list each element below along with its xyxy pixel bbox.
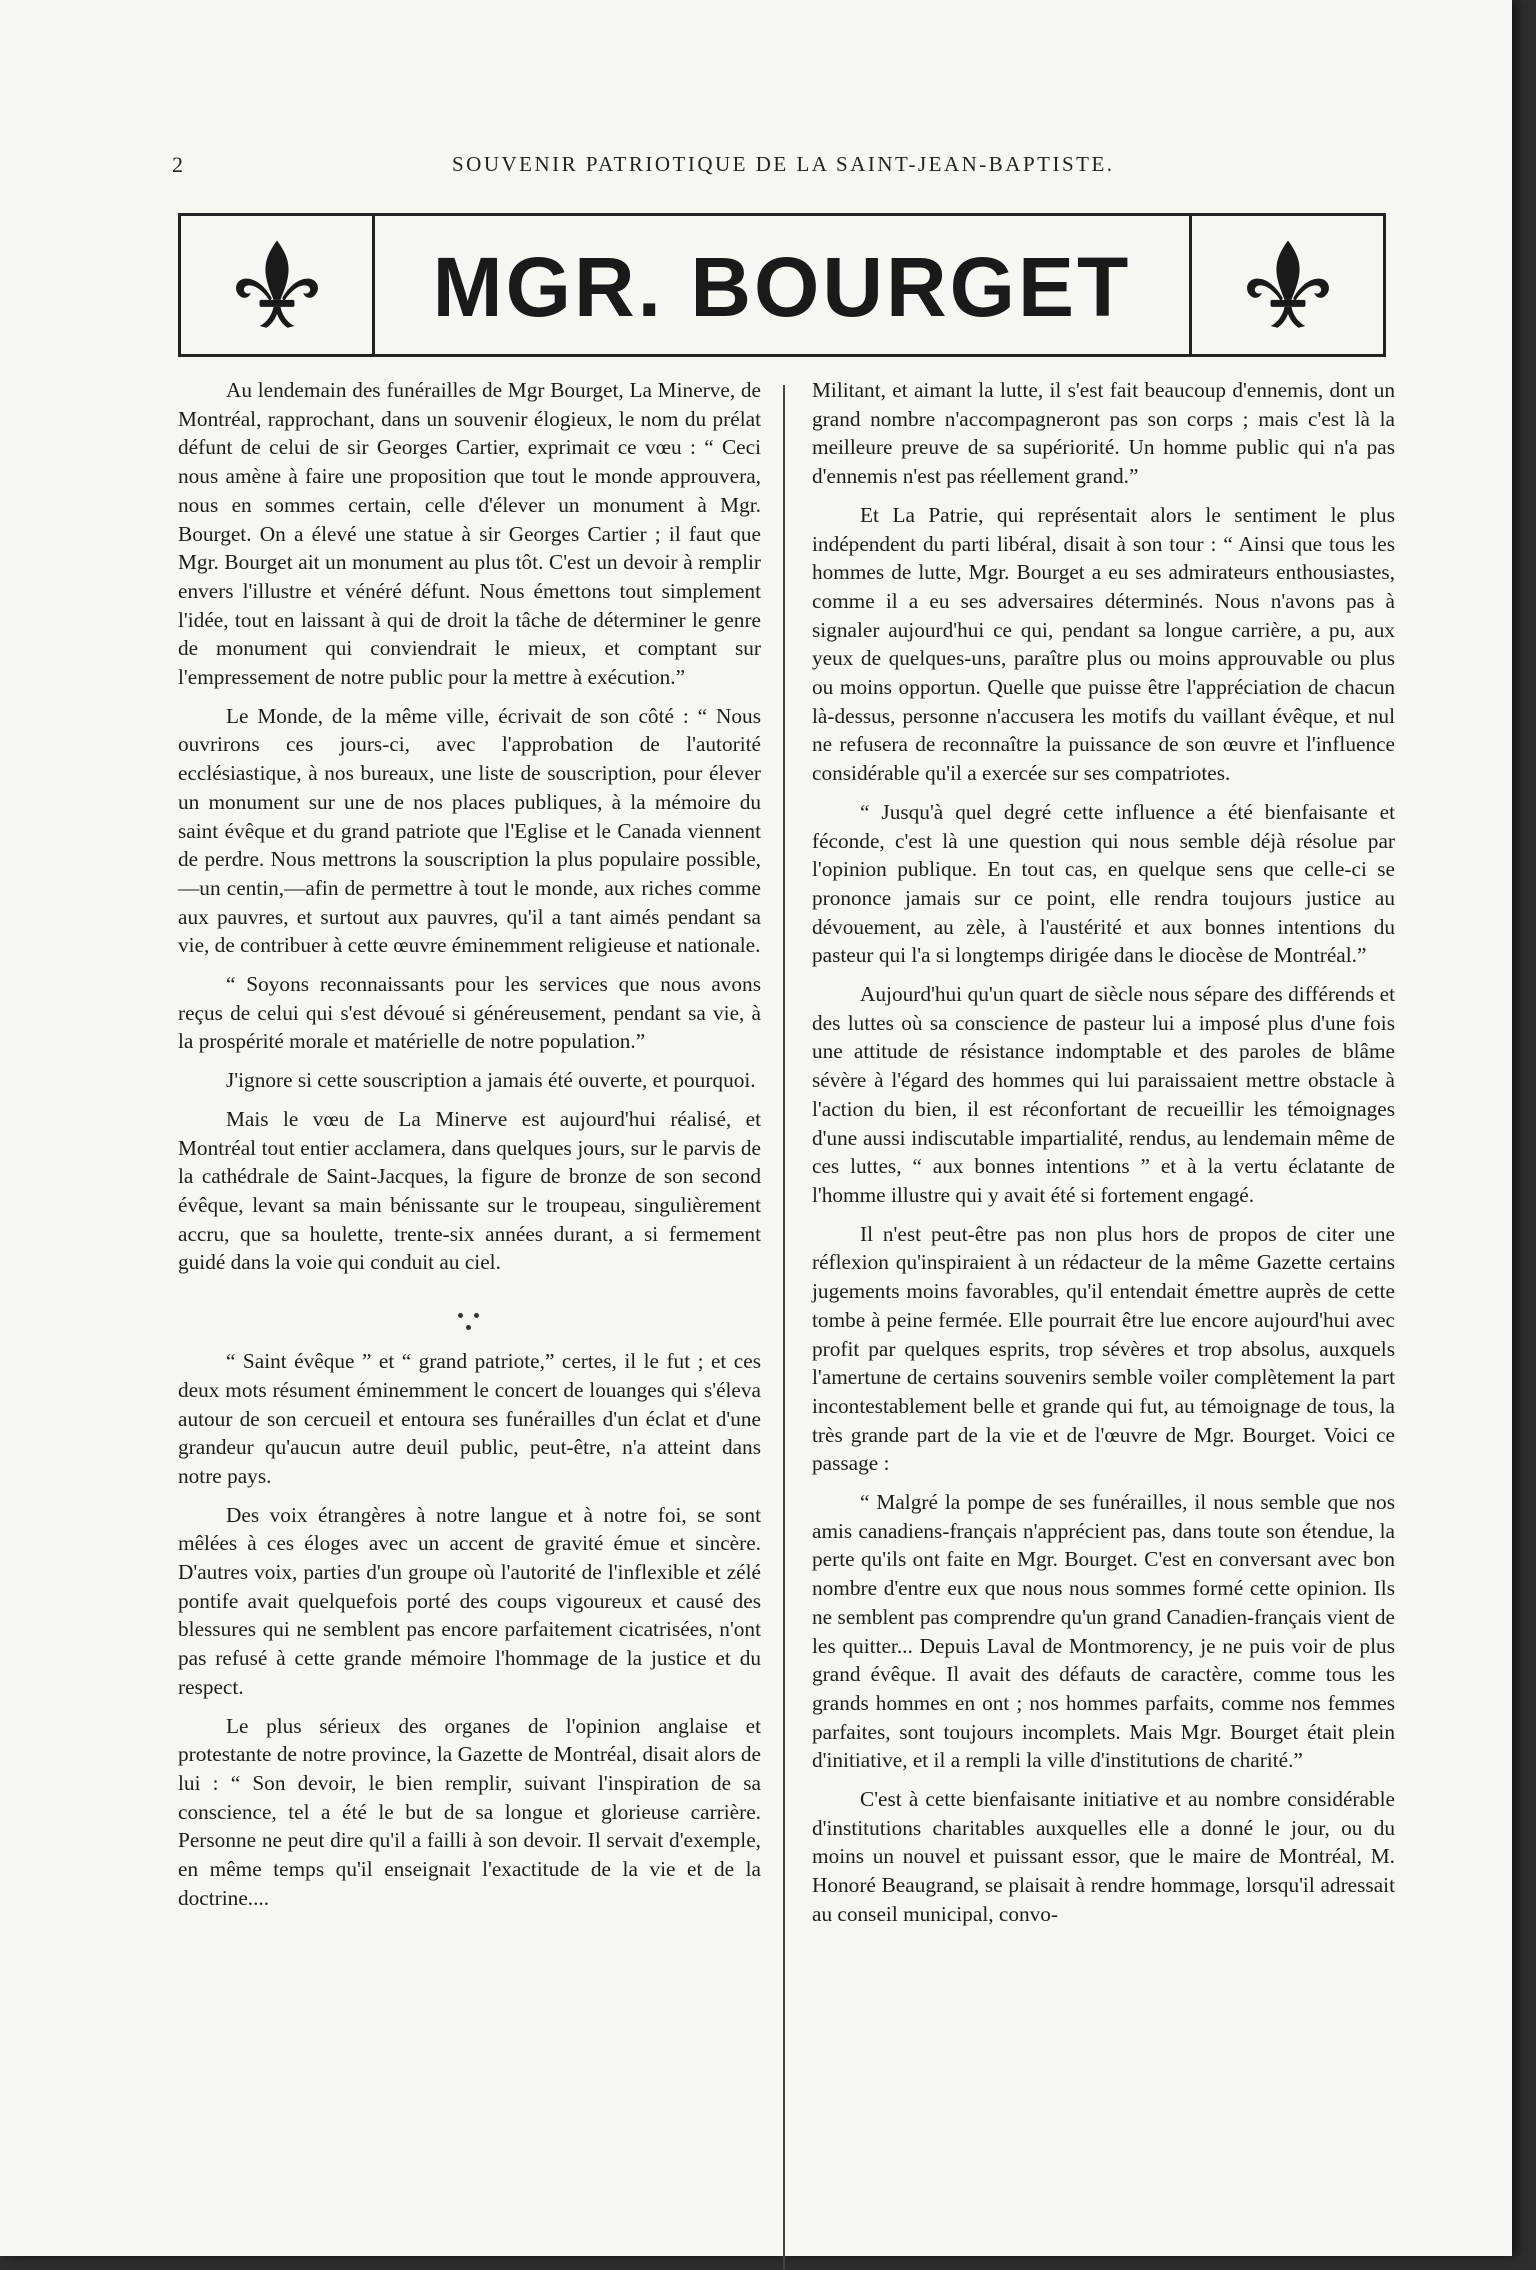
paragraph: Le Monde, de la même ville, écrivait de son côté : “ Nous ouvrirons ces jours-ci, avec l'approbation de l'autorité ecclésiastique, à nos bureaux, une liste de souscription, pour élever un monument sur une de nos places publiques, à la mémoire du saint évêque et du grand patriote que l'Eglise et le Canada viennent de perdre. Nous mettrons la souscription la plus populaire possible, —un centin,—afin de permettre à tout le monde, aux riches comme aux pauvres, et surtout aux pauvres, qu'il a tant aimés pendant sa vie, de contribuer à cette œuvre éminemment religieuse et nationale. — [178, 703, 761, 958]
paragraph: J'ignore si cette souscription a jamais été ouverte, et pourquoi. — [226, 1068, 756, 1093]
page-number: 2 — [172, 152, 183, 177]
paragraph: “ Malgré la pompe de ses funérailles, il nous semble que nos amis canadiens-français n'apprécient pas, dans toute son étendue, la perte qu'ils ont faite en Mgr. Bourget. C'est en conversant avec bon nombre d'entre eux que nous nous sommes formé cette opinion. Ils ne semblent pas comprendre qu'un grand Canadien-français vient de les quitter... Depuis Laval de Montmorency, je ne puis voir de plus grand évêque. Il avait des défauts de caractère, comme tous les grands hommes en ont ; nos hommes parfaits, comme nos femmes parfaites, sont toujours incomplets. Mais Mgr. Bourget était plein d'initiative, et il a rempli la ville d'institutions de charité.” — [812, 1490, 1395, 1773]
headline-box — [178, 213, 1386, 357]
right-ornament-cell — [1189, 216, 1383, 354]
paragraph: “ Jusqu'à quel degré cette influence a été bienfaisante et féconde, c'est là une question qui nous semble déjà résolue par l'opinion publique. En tout cas, en quelque sens que celle-ci se prononce jamais sur ce point, elle rendra toujours justice au dévouement, au zèle, à l'austérité et aux bonnes intentions du pasteur qui l'a si longtemps dirigée dans le diocèse de Montréal.” — [812, 799, 1395, 968]
paragraph: Le plus sérieux des organes de l'opinion anglaise et protestante de notre province, la Gazette de Montréal, disait alors de lui : “ Son devoir, le bien remplir, suivant l'inspiration de sa conscience, tel a été le but de sa longue et glorieuse carrière. Personne ne peut dire qu'il a failli à son devoir. Il servait d'exemple, en même temps qu'il enseignait l'exactitude de la vie et de la doctrine.... — [178, 1713, 761, 1910]
fleur-de-lis-icon — [232, 237, 322, 333]
paragraph: Des voix étrangères à notre langue et à notre foi, se sont mêlées à ces éloges avec un accent de gravité émue et sincère. D'autres voix, parties d'un groupe où l'autorité de l'inflexible et zélé pontife avait quelquefois porté des coups vigoureux et causé des blessures qui ne semblent pas encore parfaitement cicatrisées, n'ont pas refusé à cette grande mémoire l'hommage de la justice et du respect. — [178, 1502, 761, 1699]
asterism-separator — [178, 1287, 761, 1347]
right-column — [812, 376, 1395, 1939]
paragraph: Il n'est peut-être pas non plus hors de propos de citer une réflexion qu'inspiraient à un rédacteur de la même Gazette certains jugements moins favorables, qu'il entendait émettre auprès de cette tombe à peine fermée. Elle pourrait être lue encore aujourd'hui avec profit par quelques esprits, trop sévères et trop absolus, auxquels l'amertune de certains souvenirs semble voiler complètement la part incontestablement belle et grande qui fut, au témoignage de tous, la très grande part de la vie et de l'œuvre de Mgr. Bourget. Voici ce passage : — [812, 1221, 1395, 1476]
paragraph: Au lendemain des funérailles de Mgr Bourget, La Minerve, de Montréal, rapprochant, dans un souvenir élogieux, le nom du prélat défunt de celui de sir Georges Cartier, exprimait ce vœu : “ Ceci nous amène à faire une proposition que tout le monde approuvera, nous en sommes certain, celle d'élever un monument à Mgr. Bourget. On a élevé une statue à sir Georges Cartier ; il faut que Mgr. Bourget ait un monument au plus tôt. C'est un devoir à remplir envers l'illustre et vénéré défunt. Nous émettons tout simplement l'idée, tout en laissant à qui de droit la tâche de déterminer le genre de monument qui conviendrait le mieux, et comptant sur l'empressement de notre public pour la mettre à exécution.” — [178, 378, 761, 690]
running-head — [0, 148, 1512, 188]
paragraph: Mais le vœu de La Minerve est aujourd'hui réalisé, et Montréal tout entier acclamera, dans quelques jours, sur le parvis de la cathédrale de Saint-Jacques, la figure de bronze de son second évêque, levant sa main bénissante sur le troupeau, singulièrement accru, que sa houlette, trente-six années durant, a si fermement guidé dans la voie qui conduit au ciel. — [178, 1106, 761, 1275]
headline: MGR. BOURGET — [432, 239, 1132, 334]
running-title: SOUVENIR PATRIOTIQUE DE LA SAINT-JEAN-BAPTISTE. — [452, 152, 1115, 176]
fleur-de-lis-icon — [1243, 237, 1333, 333]
paragraph: C'est à cette bienfaisante initiative et au nombre considérable d'institutions charitables auxquelles elle a donné le jour, ou du moins un nouvel et puissant essor, que le maire de Montréal, M. Honoré Beaugrand, se plaisait à rendre hommage, lorsqu'il adressait au conseil municipal, convo- — [812, 1787, 1395, 1926]
paragraph: Aujourd'hui qu'un quart de siècle nous sépare des différends et des luttes où sa conscience de pasteur lui a imposé plus d'une fois une attitude de résistance indomptable et des paroles de blâme sévère à l'égard des hommes qui lui paraissaient mettre obstacle à l'action du bien, il est réconfortant de recueillir les témoignages d'une aussi indiscutable impartialité, rendus, au lendemain même de ces luttes, “ aux bonnes intentions ” et à la vertu éclatante de l'homme illustre qui y avait été si fortement engagé. — [812, 982, 1395, 1207]
left-column — [178, 376, 761, 1922]
column-rule — [783, 385, 785, 2270]
paragraph: “ Saint évêque ” et “ grand patriote,” certes, il le fut ; et ces deux mots résument éminemment le concert de louanges qui s'éleva autour de son cercueil et entoura ses funérailles d'un éclat et d'une grandeur qu'aucun autre deuil public, peut-être, n'a atteint dans notre pays. — [178, 1349, 761, 1488]
paragraph: Militant, et aimant la lutte, il s'est fait beaucoup d'ennemis, dont un grand nombre n'accompagneront pas son corps ; mais c'est là la meilleure preuve de sa supériorité. Un homme public qui n'a pas d'ennemis n'est pas réellement grand.” — [812, 378, 1395, 489]
paragraph: “ Soyons reconnaissants pour les services que nous avons reçus de celui qui s'est dévoué si généreusement, pendant sa vie, à la prospérité morale et matérielle de notre population.” — [178, 972, 761, 1054]
paragraph: Et La Patrie, qui représentait alors le sentiment le plus indépendent du parti libéral, disait à son tour : “ Ainsi que tous les hommes de lutte, Mgr. Bourget a eu ses admirateurs enthousiastes, comme il a eu ses adversaires déterminés. Nous n'avons pas à signaler aujourd'hui ce qui, pendant sa longue carrière, a pu, aux yeux de quelques-uns, paraître plus ou moins approuvable ou plus ou moins opportun. Quelle que puisse être l'appréciation de chacun là-dessus, personne n'accusera les motifs du vaillant évêque, et nul ne refusera de reconnaître la puissance de son œuvre et l'influence considérable qu'il a exercée sur ses compatriotes. — [812, 502, 1395, 786]
left-ornament-cell — [181, 216, 375, 354]
